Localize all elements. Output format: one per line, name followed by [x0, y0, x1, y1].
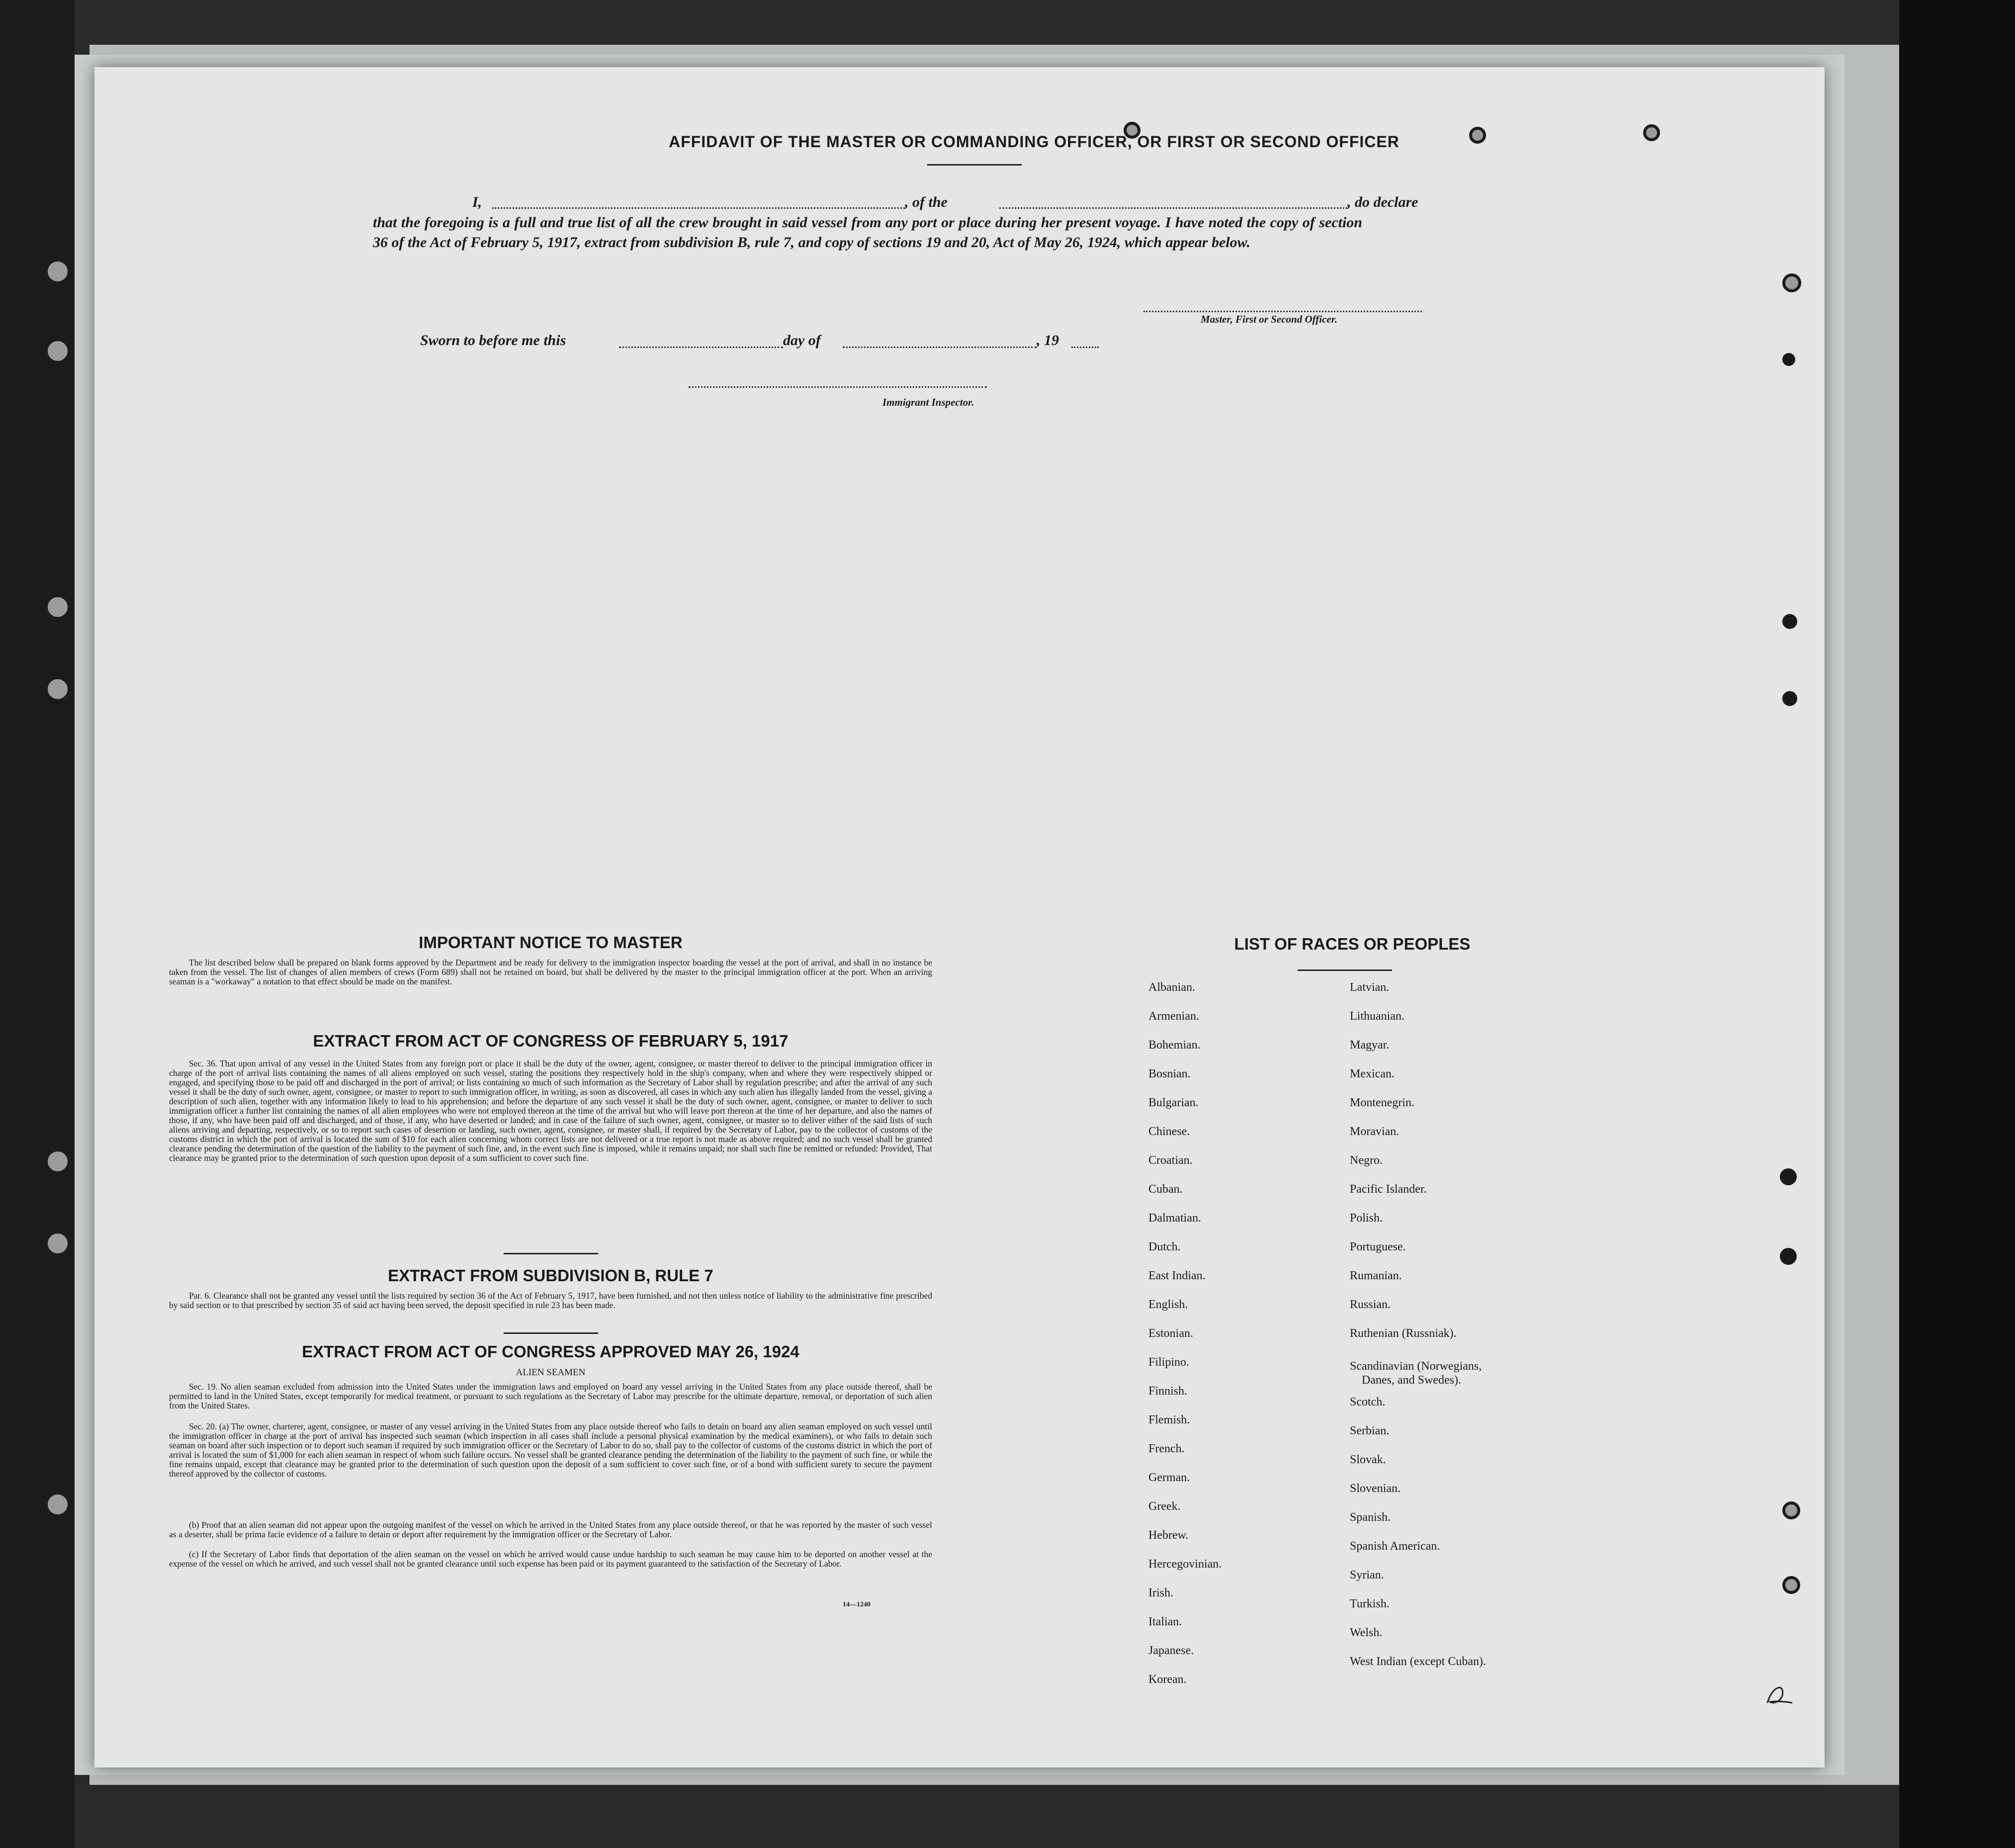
- punch-dot-icon: [1782, 614, 1797, 629]
- divider: [504, 1253, 598, 1254]
- race-item: Estonian.: [1148, 1327, 1193, 1340]
- race-item: Albanian.: [1148, 981, 1195, 994]
- race-item: Latvian.: [1350, 981, 1390, 994]
- race-item: Ruthenian (Russniak).: [1350, 1327, 1457, 1340]
- extract-1924-subtitle: ALIEN SEAMEN: [516, 1367, 586, 1378]
- race-item: Mexican.: [1350, 1067, 1395, 1080]
- race-item: Scotch.: [1350, 1396, 1386, 1408]
- race-item: Polish.: [1350, 1212, 1383, 1225]
- race-item: Greek.: [1148, 1500, 1181, 1513]
- divider: [504, 1332, 598, 1334]
- race-item: Croatian.: [1148, 1154, 1193, 1167]
- punch-dot-icon: [1782, 691, 1797, 706]
- punch-dot-icon: [1780, 1168, 1797, 1185]
- race-item: Korean.: [1148, 1673, 1187, 1686]
- extract-1924-sec19: Sec. 19. No alien seaman excluded from admission into the United States under the immigration laws and employed on board any vessel arriving in the United States from any place outside thereof, shall be permitted to land in the United States, except temporarily for medical treatment, or pursuant to such regulations as the Secretary of Labor may prescribe for the ultimate departure, removal, or deportation of such alien from the United States.: [169, 1382, 932, 1410]
- race-item: Moravian.: [1350, 1125, 1400, 1138]
- binding-hole-icon: [45, 338, 71, 364]
- vessel-name-blank: [999, 207, 1347, 209]
- race-item: Flemish.: [1148, 1413, 1190, 1426]
- binding-hole-icon: [45, 259, 71, 284]
- races-title-underline: [1298, 969, 1392, 971]
- punch-dot-icon: [1782, 353, 1795, 366]
- punch-hole-icon: [1782, 273, 1801, 292]
- race-item: Dutch.: [1148, 1240, 1181, 1253]
- extract-1917-title: EXTRACT FROM ACT OF CONGRESS OF FEBRUARY 5, 1917: [313, 1032, 788, 1050]
- race-item: East Indian.: [1148, 1269, 1206, 1282]
- extract-1924-sec20a: Sec. 20. (a) The owner, charterer, agent, consignee, or master of any vessel arriving in the United States from any place outside thereof who fails to detain on board any alien seaman employed on such vessel until the immigration officer in charge at the port of arrival has inspected such seaman (which inspection in all cases shall include a personal physical examination by the medical examiners), or who fails to detain such seaman on board after such inspection or to deport such seaman if required by such immigration officer or the Secretary of Labor to do so, shall pay to the collector of customs of the customs district in which the port of arrival is located the sum of $1,000 for each alien seaman in respect of whom such failure occurs. No vessel shall be granted clearance pending the determination of the liability to the payment of such fine, or while the fine remains unpaid, except that clearance may be granted prior to the determination of such question upon the deposit of a sum sufficient to cover such fine, or of a bond with sufficient surety to secure the payment thereof approved by the collector of customs.: [169, 1421, 932, 1479]
- affidavit-line-i: I,: [472, 194, 482, 210]
- notice-text: The list described below shall be prepared on blank forms approved by the Department and be ready for delivery to the immigration inspector boarding the vessel at the port of arrival, and shall in no instance be taken from the vessel. The list of changes of alien members of crews (Form 689) shall not be retained on board, but shall be delivered by the master to the principal immigration officer at the port. When an arriving seaman is a "workaway" a notation to that effect should be made on the manifest.: [169, 958, 932, 986]
- extract-1924-sec20b: (b) Proof that an alien seaman did not appear upon the outgoing manifest of the vessel on which he arrived in the United States from any place outside thereof, or that he was reported by the master of such vessel as a deserter, shall be prima facie evidence of a failure to detain or deport after requirement by the immigration officer or the Secretary of Labor.: [169, 1520, 932, 1539]
- race-item: West Indian (except Cuban).: [1350, 1655, 1486, 1668]
- inspector-caption: Immigrant Inspector.: [882, 396, 974, 408]
- manifest-sheet: [94, 67, 1825, 1767]
- affidavit-of-the: , of the: [905, 194, 948, 210]
- extract-1924-sec20c: (c) If the Secretary of Labor finds that deportation of the alien seaman on the vessel on which he arrived would cause undue hardship to such seaman he may cause him to be deported on another vessel at the expense of the vessel on which he arrived, and such vessel shall not be granted clearance until such expense has been paid or its payment guaranteed to the satisfaction of the Secretary of Labor.: [169, 1549, 932, 1569]
- race-item: Slovak.: [1350, 1453, 1386, 1466]
- handwritten-mark-icon: [1765, 1683, 1795, 1708]
- extract-1924-title: EXTRACT FROM ACT OF CONGRESS APPROVED MAY 26, 1924: [302, 1342, 799, 1361]
- notice-title: IMPORTANT NOTICE TO MASTER: [419, 933, 683, 952]
- race-item: Bulgarian.: [1148, 1096, 1199, 1109]
- race-item: English.: [1148, 1298, 1188, 1311]
- binding-hole-icon: [45, 1231, 71, 1256]
- races-left-column: [1148, 980, 1347, 1701]
- race-item: Welsh.: [1350, 1626, 1383, 1639]
- races-title: LIST OF RACES OR PEOPLES: [1234, 935, 1471, 953]
- race-item: Armenian.: [1148, 1010, 1199, 1023]
- race-item: Dalmatian.: [1148, 1212, 1201, 1225]
- race-item: Slovenian.: [1350, 1482, 1401, 1495]
- signature-line: [1143, 311, 1422, 312]
- race-item: Hebrew.: [1148, 1529, 1189, 1542]
- race-item: Russian.: [1350, 1298, 1391, 1311]
- binder-strip-right: [1899, 0, 2015, 1848]
- sworn-month-blank: [843, 347, 1037, 348]
- punch-hole-icon: [1782, 1501, 1800, 1519]
- race-item: Filipino.: [1148, 1356, 1190, 1369]
- race-item: Hercegovinian.: [1148, 1558, 1222, 1571]
- race-item: Bohemian.: [1148, 1039, 1201, 1052]
- binding-hole-icon: [45, 1148, 71, 1174]
- inspector-signature-line: [689, 386, 987, 388]
- race-item: Magyar.: [1350, 1039, 1390, 1052]
- race-item: Syrian.: [1350, 1569, 1384, 1582]
- race-item: Danes, and Swedes).: [1362, 1374, 1461, 1387]
- race-item: Finnish.: [1148, 1385, 1188, 1398]
- master-name-blank: [492, 207, 905, 209]
- sworn-prefix: Sworn to before me this: [420, 332, 566, 349]
- form-number: 14—1240: [843, 1601, 871, 1608]
- race-item: Irish.: [1148, 1586, 1173, 1599]
- race-item: German.: [1148, 1471, 1190, 1484]
- race-item: Chinese.: [1148, 1125, 1190, 1138]
- race-item: French.: [1148, 1442, 1185, 1455]
- binding-hole-icon: [45, 1492, 71, 1517]
- race-item: Japanese.: [1148, 1644, 1194, 1657]
- sworn-year-blank: [1071, 347, 1099, 348]
- affidavit-text: that the foregoing is a full and true list of all the crew brought in said vessel from any port or place during her present voyage. I have noted the copy of section 36 of the Act of February 5, 1917, extract from subdivision B, rule 7, and copy of sections 19 and 20, Act of May 26, 1924, which appear below.: [373, 214, 1362, 251]
- race-item: Lithuanian.: [1350, 1010, 1404, 1023]
- binding-hole-icon: [45, 594, 71, 620]
- affidavit-declare: , do declare: [1347, 194, 1418, 210]
- race-item: Pacific Islander.: [1350, 1183, 1427, 1196]
- race-item: Spanish American.: [1350, 1540, 1440, 1553]
- race-item: Serbian.: [1350, 1424, 1390, 1437]
- races-right-column: [1350, 980, 1578, 1683]
- race-item: Italian.: [1148, 1615, 1182, 1628]
- sworn-day-blank: [619, 347, 783, 348]
- extract-rule7-text: Par. 6. Clearance shall not be granted any vessel until the lists required by section 36 of the Act of February 5, 1917, have been furnished, and not then unless notice of liability to the administrative fine prescribed by said section or to that prescribed by section 35 of said act having been served, the deposit specified in rule 23 has been made.: [169, 1291, 932, 1310]
- race-item: Montenegrin.: [1350, 1096, 1414, 1109]
- race-item: Negro.: [1350, 1154, 1383, 1167]
- race-item: Bosnian.: [1148, 1067, 1191, 1080]
- race-item: Turkish.: [1350, 1597, 1390, 1610]
- race-item: Portuguese.: [1350, 1240, 1406, 1253]
- sworn-year: , 19: [1037, 332, 1059, 349]
- race-item: Scandinavian (Norwegians,: [1350, 1360, 1482, 1373]
- punch-hole-icon: [1782, 1576, 1800, 1594]
- punch-dot-icon: [1780, 1248, 1797, 1265]
- race-item: Cuban.: [1148, 1183, 1183, 1196]
- punch-hole-icon: [1643, 124, 1660, 141]
- signature-caption: Master, First or Second Officer.: [1201, 313, 1337, 325]
- sworn-day-of: day of: [783, 332, 821, 349]
- title-underline: [927, 164, 1022, 166]
- race-item: Spanish.: [1350, 1511, 1391, 1524]
- binding-hole-icon: [45, 676, 71, 702]
- extract-1917-text: Sec. 36. That upon arrival of any vessel in the United States from any foreign port or place it shall be the duty of the owner, agent, consignee, or master thereof to deliver to the principal immigration officer in charge of the port of arrival lists containing the names of all aliens employed on such vessel, stating the positions they respectively hold in the ship's company, when and where they were respectively shipped or engaged, and specifying those to be paid off and discharged in the port of arrival; or lists containing so much of such information as the Secretary of Labor shall by regulation prescribe; and after the arrival of any such vessel it shall be the duty of such owner, agent, consignee, or master to report to such immigration officer, in writing, as soon as discovered, all cases in which any such alien has illegally landed from the vessel, giving a description of such alien, together with any information likely to lead to his apprehension; and before the departure of any such vessel it shall be the duty of such owner, agent, consignee, or master to deliver to such immigration officer a further list containing the names of all alien employees who were not employed thereon at the time of the arrival but who will leave port thereon at the time of her departure, and also the names of those, if any, who have been paid off and discharged, and of those, if any, who have deserted or landed; and in case of the failure of such owner, agent, consignee, or master so to deliver either of the said lists of such aliens arriving and departing, respectively, or so to report such cases of desertion or landing, such owner, agent, consignee, or master shall, if required by the Secretary of Labor, pay to the collector of customs of the customs district in which the port of arrival is located the sum of $10 for each alien concerning whom correct lists are not delivered or a true report is not made as above required; and no such vessel shall be granted clearance pending the determination of the question of the liability to the payment of such fine, and, in the event such fine is imposed, while it remains unpaid; nor shall such fine be remitted or refunded: Provided, That clearance may be granted prior to the determination of such question upon deposit of a sum sufficient to cover such fine.: [169, 1058, 932, 1163]
- extract-rule7-title: EXTRACT FROM SUBDIVISION B, RULE 7: [388, 1266, 713, 1285]
- race-item: Rumanian.: [1350, 1269, 1402, 1282]
- affidavit-title: AFFIDAVIT OF THE MASTER OR COMMANDING OFFICER, OR FIRST OR SECOND OFFICER: [669, 133, 1400, 151]
